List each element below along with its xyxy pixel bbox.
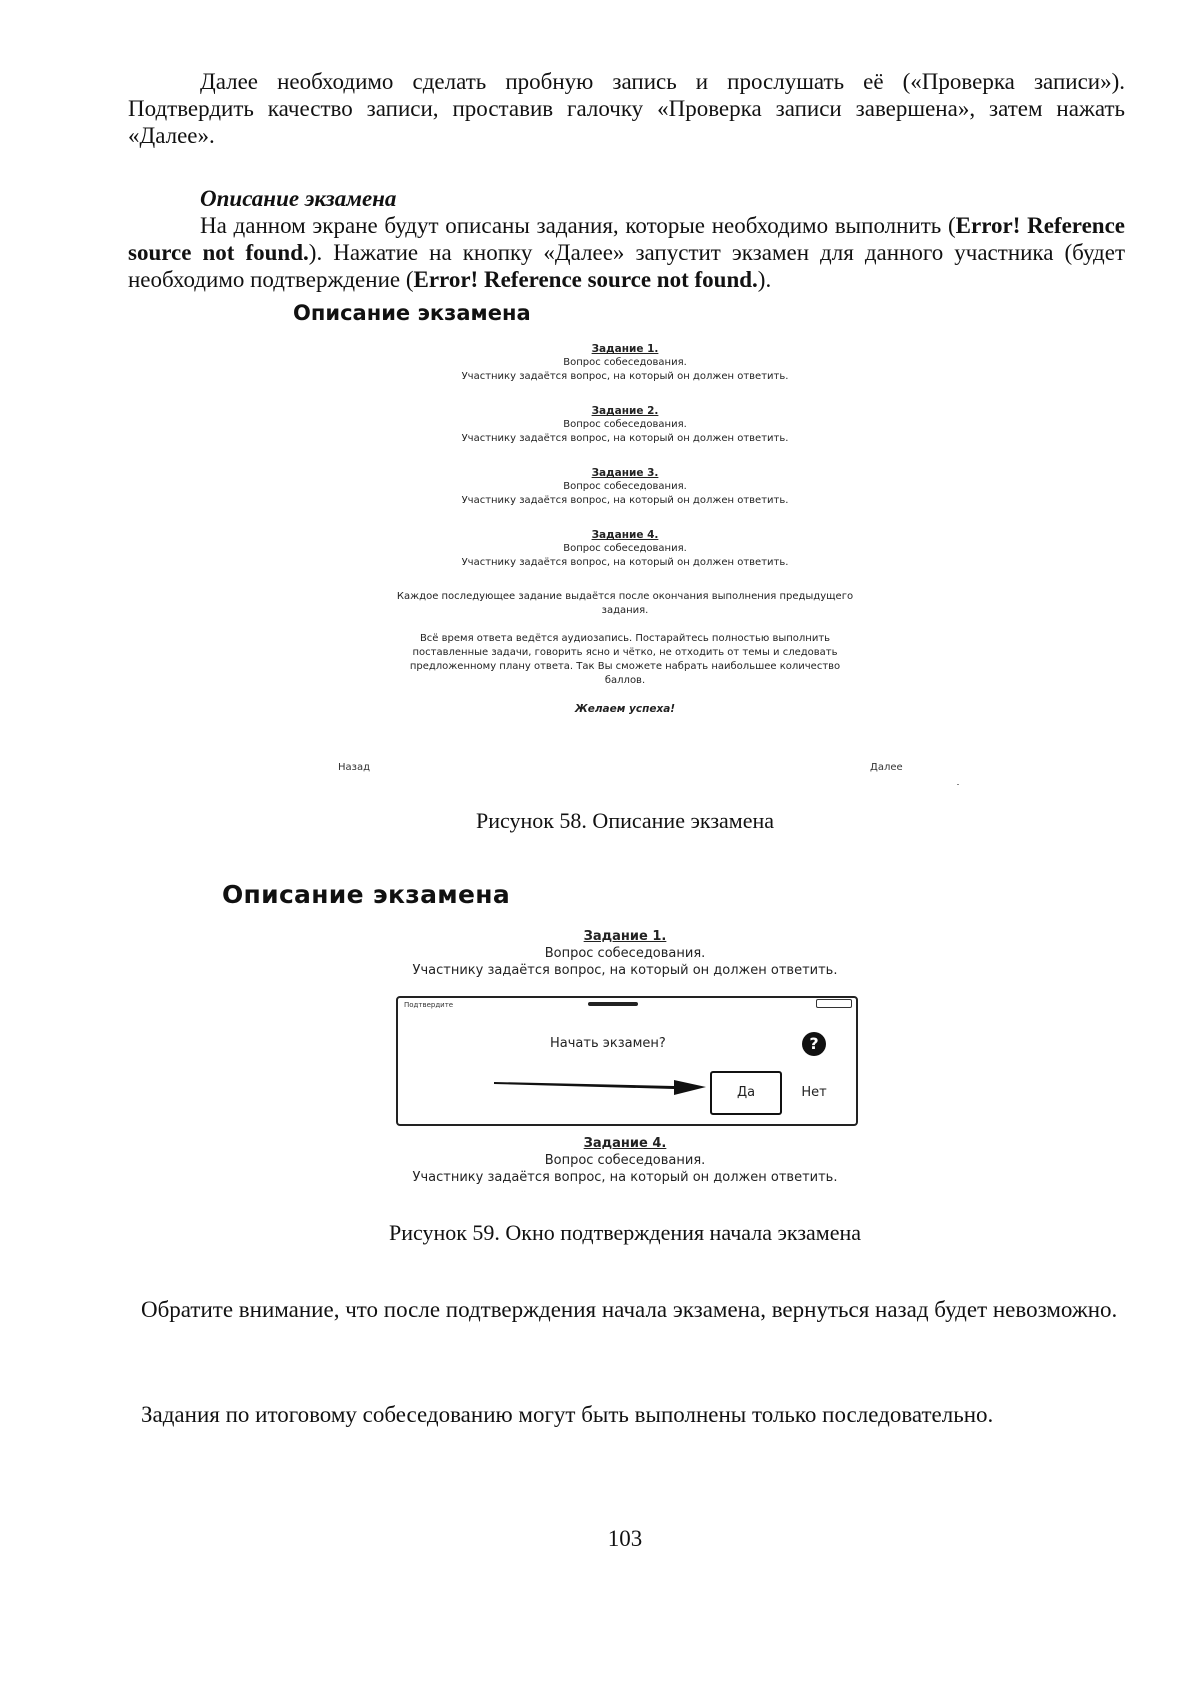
sequence-paragraph: Задания по итоговому собеседованию могут быть выполнены только последовательно. [141,1402,994,1427]
scan-mark [957,784,959,785]
task-line: Вопрос собеседования. [563,419,687,430]
task-block [380,1135,870,1186]
task-block [380,928,870,979]
next-button[interactable]: Далее [870,762,903,773]
dialog-question: Начать экзамен? [550,1036,666,1051]
question-icon: ? [802,1032,826,1056]
task-block [360,342,890,384]
task-title: Задание 4. [591,529,659,541]
task-line: Вопрос собеседования. [563,357,687,368]
task-line: Участнику задаётся вопрос, на который он должен ответить. [461,495,789,506]
task-line: Участнику задаётся вопрос, на который он должен ответить. [412,963,838,978]
good-luck-text: Желаем успеха! [574,703,676,715]
task-block [360,404,890,446]
description-paragraph [128,212,1125,293]
warning-paragraph: Обратите внимание, что после подтверждения начала экзамена, вернуться назад будет невозможно. [141,1297,1118,1322]
task-title: Задание 4. [583,1136,667,1151]
task-title: Задание 2. [591,405,659,417]
exam-screen-title: Описание экзамена [293,301,531,325]
pointer-arrow-icon [494,1074,706,1096]
task-line: Участнику задаётся вопрос, на который он должен ответить. [461,433,789,444]
reference-error: Error! Reference source not found. [413,267,758,292]
section-subheading: Описание экзамена [200,186,397,211]
reference-error: Error! Reference source not found. [128,213,1125,265]
back-button[interactable]: Назад [338,762,371,773]
task-title: Задание 1. [591,343,659,355]
sequence-note: Каждое последующее задание выдаётся после окончания выполнения предыдущего задания. [396,591,854,616]
yes-button[interactable]: Да [710,1071,782,1115]
task-line: Вопрос собеседования. [563,481,687,492]
paragraph-text: На данном экране будут описаны задания, которые необходимо выполнить ( [200,213,956,238]
task-line: Вопрос собеседования. [544,1153,706,1168]
task-title: Задание 3. [591,467,659,479]
task-block [360,528,890,570]
figure-caption: Рисунок 59. Окно подтверждения начала экзамена [388,1220,862,1245]
exam-description-panel [360,342,890,716]
paragraph-text: ). [757,267,772,292]
intro-paragraph: Далее необходимо сделать пробную запись и прослушать её («Проверка записи»). Подтвердить качество записи, проставив галочку «Проверка записи завершена», затем нажать «Далее». [128,69,1125,148]
dialog-title: Подтвердите [404,1001,454,1009]
page-number: 103 [607,1526,643,1551]
exam-screen-title: Описание экзамена [222,880,510,909]
task-line: Участнику задаётся вопрос, на который он должен ответить. [412,1170,838,1185]
recording-note: Всё время ответа ведётся аудиозапись. Постарайтесь полностью выполнить поставленные задачи, говорить ясно и чётко, не отходить от темы и следовать предложенному плану ответа. Так Вы сможете набрать наибольшее количество баллов. [409,633,841,686]
task-line: Вопрос собеседования. [563,543,687,554]
task-line: Участнику задаётся вопрос, на который он должен ответить. [461,557,789,568]
paragraph-text: ). Нажатие на кнопку «Далее» запустит экзамен для данного участника (будет необходимо подтверждение ( [128,240,1126,292]
redacted-mark [588,1002,638,1006]
confirm-dialog [396,996,858,1126]
task-block [360,466,890,508]
figure-caption: Рисунок 58. Описание экзамена [475,808,774,833]
close-icon[interactable] [816,999,852,1008]
task-line: Участнику задаётся вопрос, на который он должен ответить. [461,371,789,382]
no-button[interactable]: Нет [801,1085,827,1100]
task-line: Вопрос собеседования. [544,946,706,961]
task-title: Задание 1. [583,929,667,944]
